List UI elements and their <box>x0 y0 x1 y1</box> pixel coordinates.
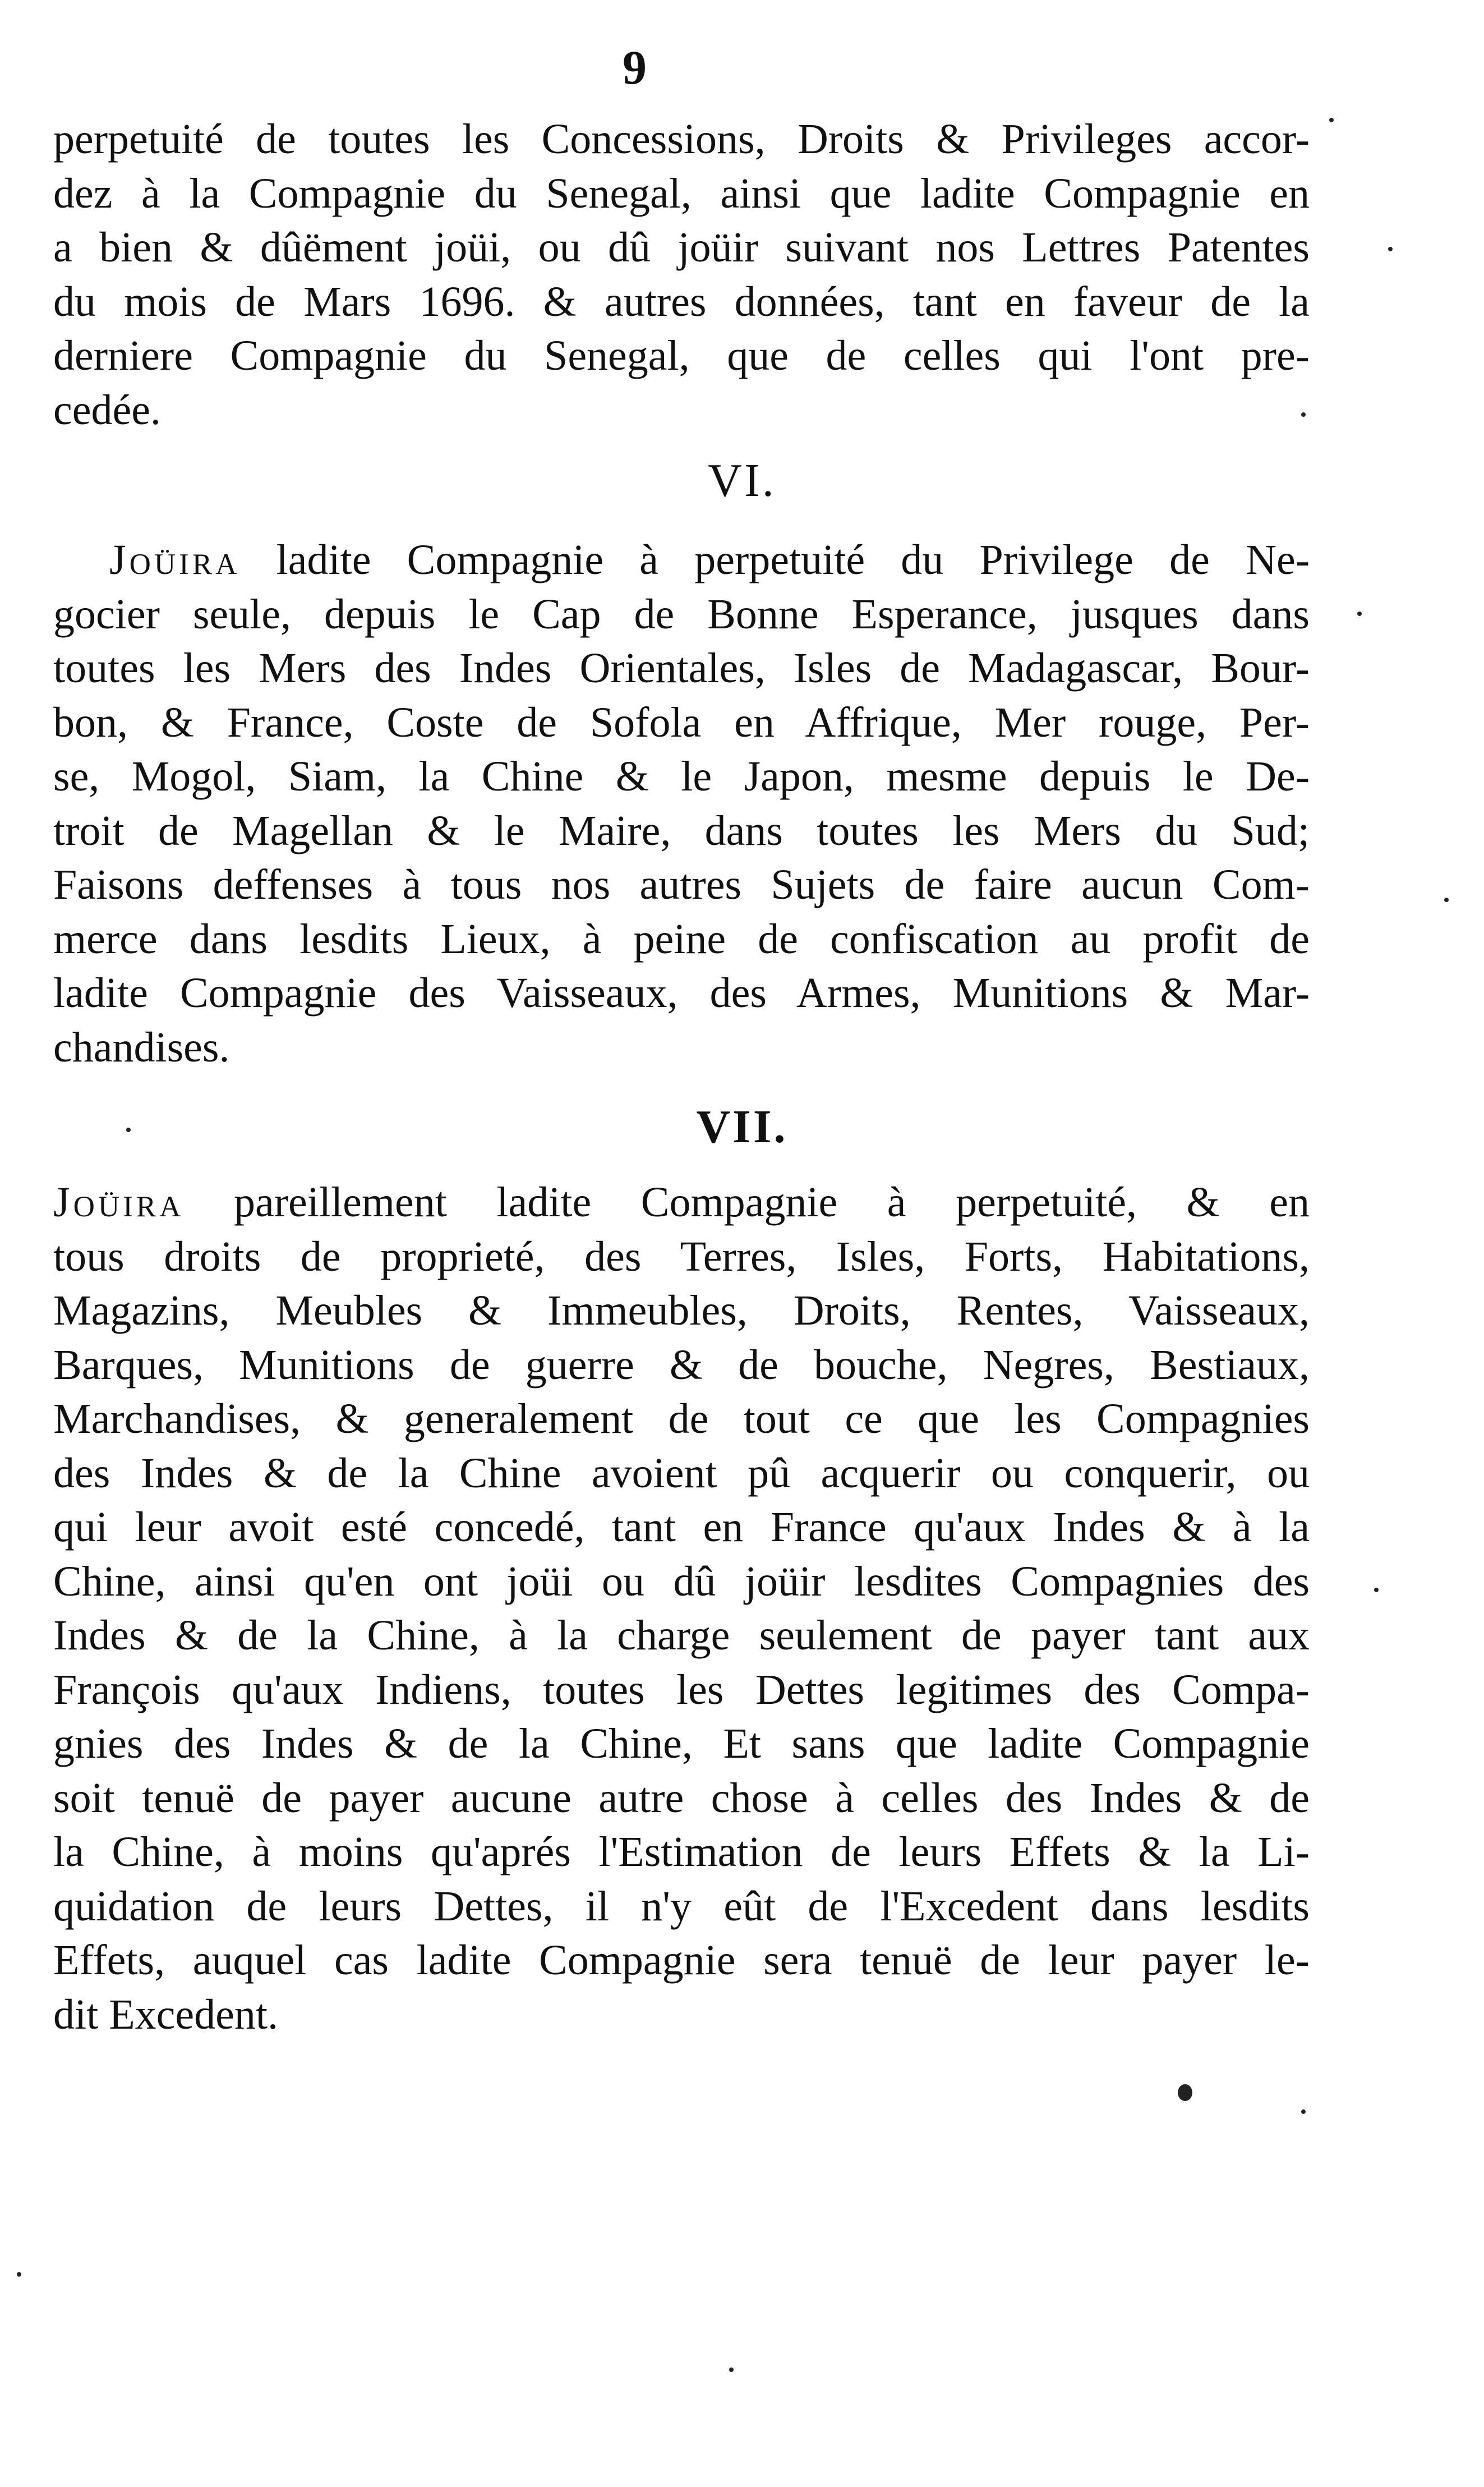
text-line: ladite Compagnie des Vaisseaux, des Armes, Munitions & Mar- <box>53 969 1310 1017</box>
text-line: dit Excedent. <box>53 1990 278 2038</box>
text-line: dez à la Compagnie du Senegal, ainsi que ladite Compagnie en <box>53 169 1310 217</box>
ink-speck <box>17 2272 21 2277</box>
ink-speck <box>1388 247 1393 251</box>
text-line: se, Mogol, Siam, la Chine & le Japon, mesme depuis le De- <box>53 753 1310 800</box>
text-line: Faisons deffenses à tous nos autres Sujets de faire aucun Com- <box>53 861 1310 908</box>
text-line: tous droits de proprieté, des Terres, Isles, Forts, Habitations, <box>53 1233 1310 1280</box>
ink-blot <box>1178 2084 1192 2101</box>
text-line: Barques, Munitions de guerre & de bouche, Negres, Bestiaux, <box>53 1341 1310 1389</box>
ink-speck <box>1357 612 1362 616</box>
text-line <box>53 1175 1310 1230</box>
text-line: la Chine, à moins qu'aprés l'Estimation de leurs Effets & la Li- <box>53 1828 1310 1875</box>
ink-speck <box>1301 2109 1306 2114</box>
article-6-first-line: ladite Compagnie à perpetuité du Privilege de Ne- <box>240 536 1310 583</box>
text-line: François qu'aux Indiens, toutes les Dettes legitimes des Compa- <box>53 1666 1310 1713</box>
text-line: Indes & de la Chine, à la charge seulement de payer tant aux <box>53 1612 1310 1659</box>
text-line: toutes les Mers des Indes Orientales, Isles de Madagascar, Bour- <box>53 645 1310 692</box>
text-line: a bien & dûëment joüi, ou dû joüir suivant nos Lettres Patentes <box>53 224 1310 271</box>
text-line: chandises. <box>53 1023 230 1071</box>
ink-speck <box>1444 898 1449 902</box>
text-line: qui leur avoit esté concedé, tant en France qu'aux Indes & à la <box>53 1504 1310 1551</box>
text-line <box>53 533 1310 587</box>
text-line: Marchandises, & generalement de tout ce que les Compagnies <box>53 1395 1310 1442</box>
ink-speck <box>1374 1588 1379 1592</box>
text-line: des Indes & de la Chine avoient pû acquerir ou conquerir, ou <box>53 1449 1310 1497</box>
text-line: cedée. <box>53 386 161 434</box>
text-line: derniere Compagnie du Senegal, que de celles qui l'ont pre- <box>53 332 1310 379</box>
article-5-continuation <box>53 112 1310 437</box>
text-line: merce dans lesdits Lieux, à peine de confiscation au profit de <box>53 915 1310 963</box>
article-7-first-word: Joüira <box>53 1179 185 1226</box>
page-number: 9 <box>623 40 647 94</box>
ink-speck <box>1301 412 1306 417</box>
text-line: quidation de leurs Dettes, il n'y eût de l'Excedent dans lesdits <box>53 1882 1310 1930</box>
article-7-first-line: pareillement ladite Compagnie à perpetuité, & en <box>184 1179 1310 1226</box>
text-line: perpetuité de toutes les Concessions, Droits & Privileges accor- <box>53 116 1310 163</box>
ink-speck <box>126 1128 131 1132</box>
text-line: Chine, ainsi qu'en ont joüi ou dû joüir lesdites Compagnies des <box>53 1557 1310 1605</box>
article-6-first-word: Joüira <box>109 536 241 583</box>
text-line: gnies des Indes & de la Chine, Et sans que ladite Compagnie <box>53 1720 1310 1767</box>
text-line: Effets, auquel cas ladite Compagnie sera tenuë de leur payer le- <box>53 1937 1310 1984</box>
article-7-body <box>53 1175 1310 2042</box>
text-line: troit de Magellan & le Maire, dans toutes les Mers du Sud; <box>53 807 1310 854</box>
article-6-body <box>53 533 1310 1074</box>
text-line: Magazins, Meubles & Immeubles, Droits, Rentes, Vaisseaux, <box>53 1287 1310 1334</box>
text-line: du mois de Mars 1696. & autres données, tant en faveur de la <box>53 278 1310 325</box>
text-line: gocier seule, depuis le Cap de Bonne Esperance, jusques dans <box>53 590 1310 638</box>
article-6-heading: VI. <box>708 454 776 507</box>
text-line: soit tenuë de payer aucune autre chose à celles des Indes & de <box>53 1774 1310 1822</box>
ink-speck <box>729 2368 734 2372</box>
article-7-heading: VII. <box>696 1101 788 1153</box>
ink-speck <box>1329 118 1334 122</box>
text-line: bon, & France, Coste de Sofola en Affrique, Mer rouge, Per- <box>53 698 1310 746</box>
